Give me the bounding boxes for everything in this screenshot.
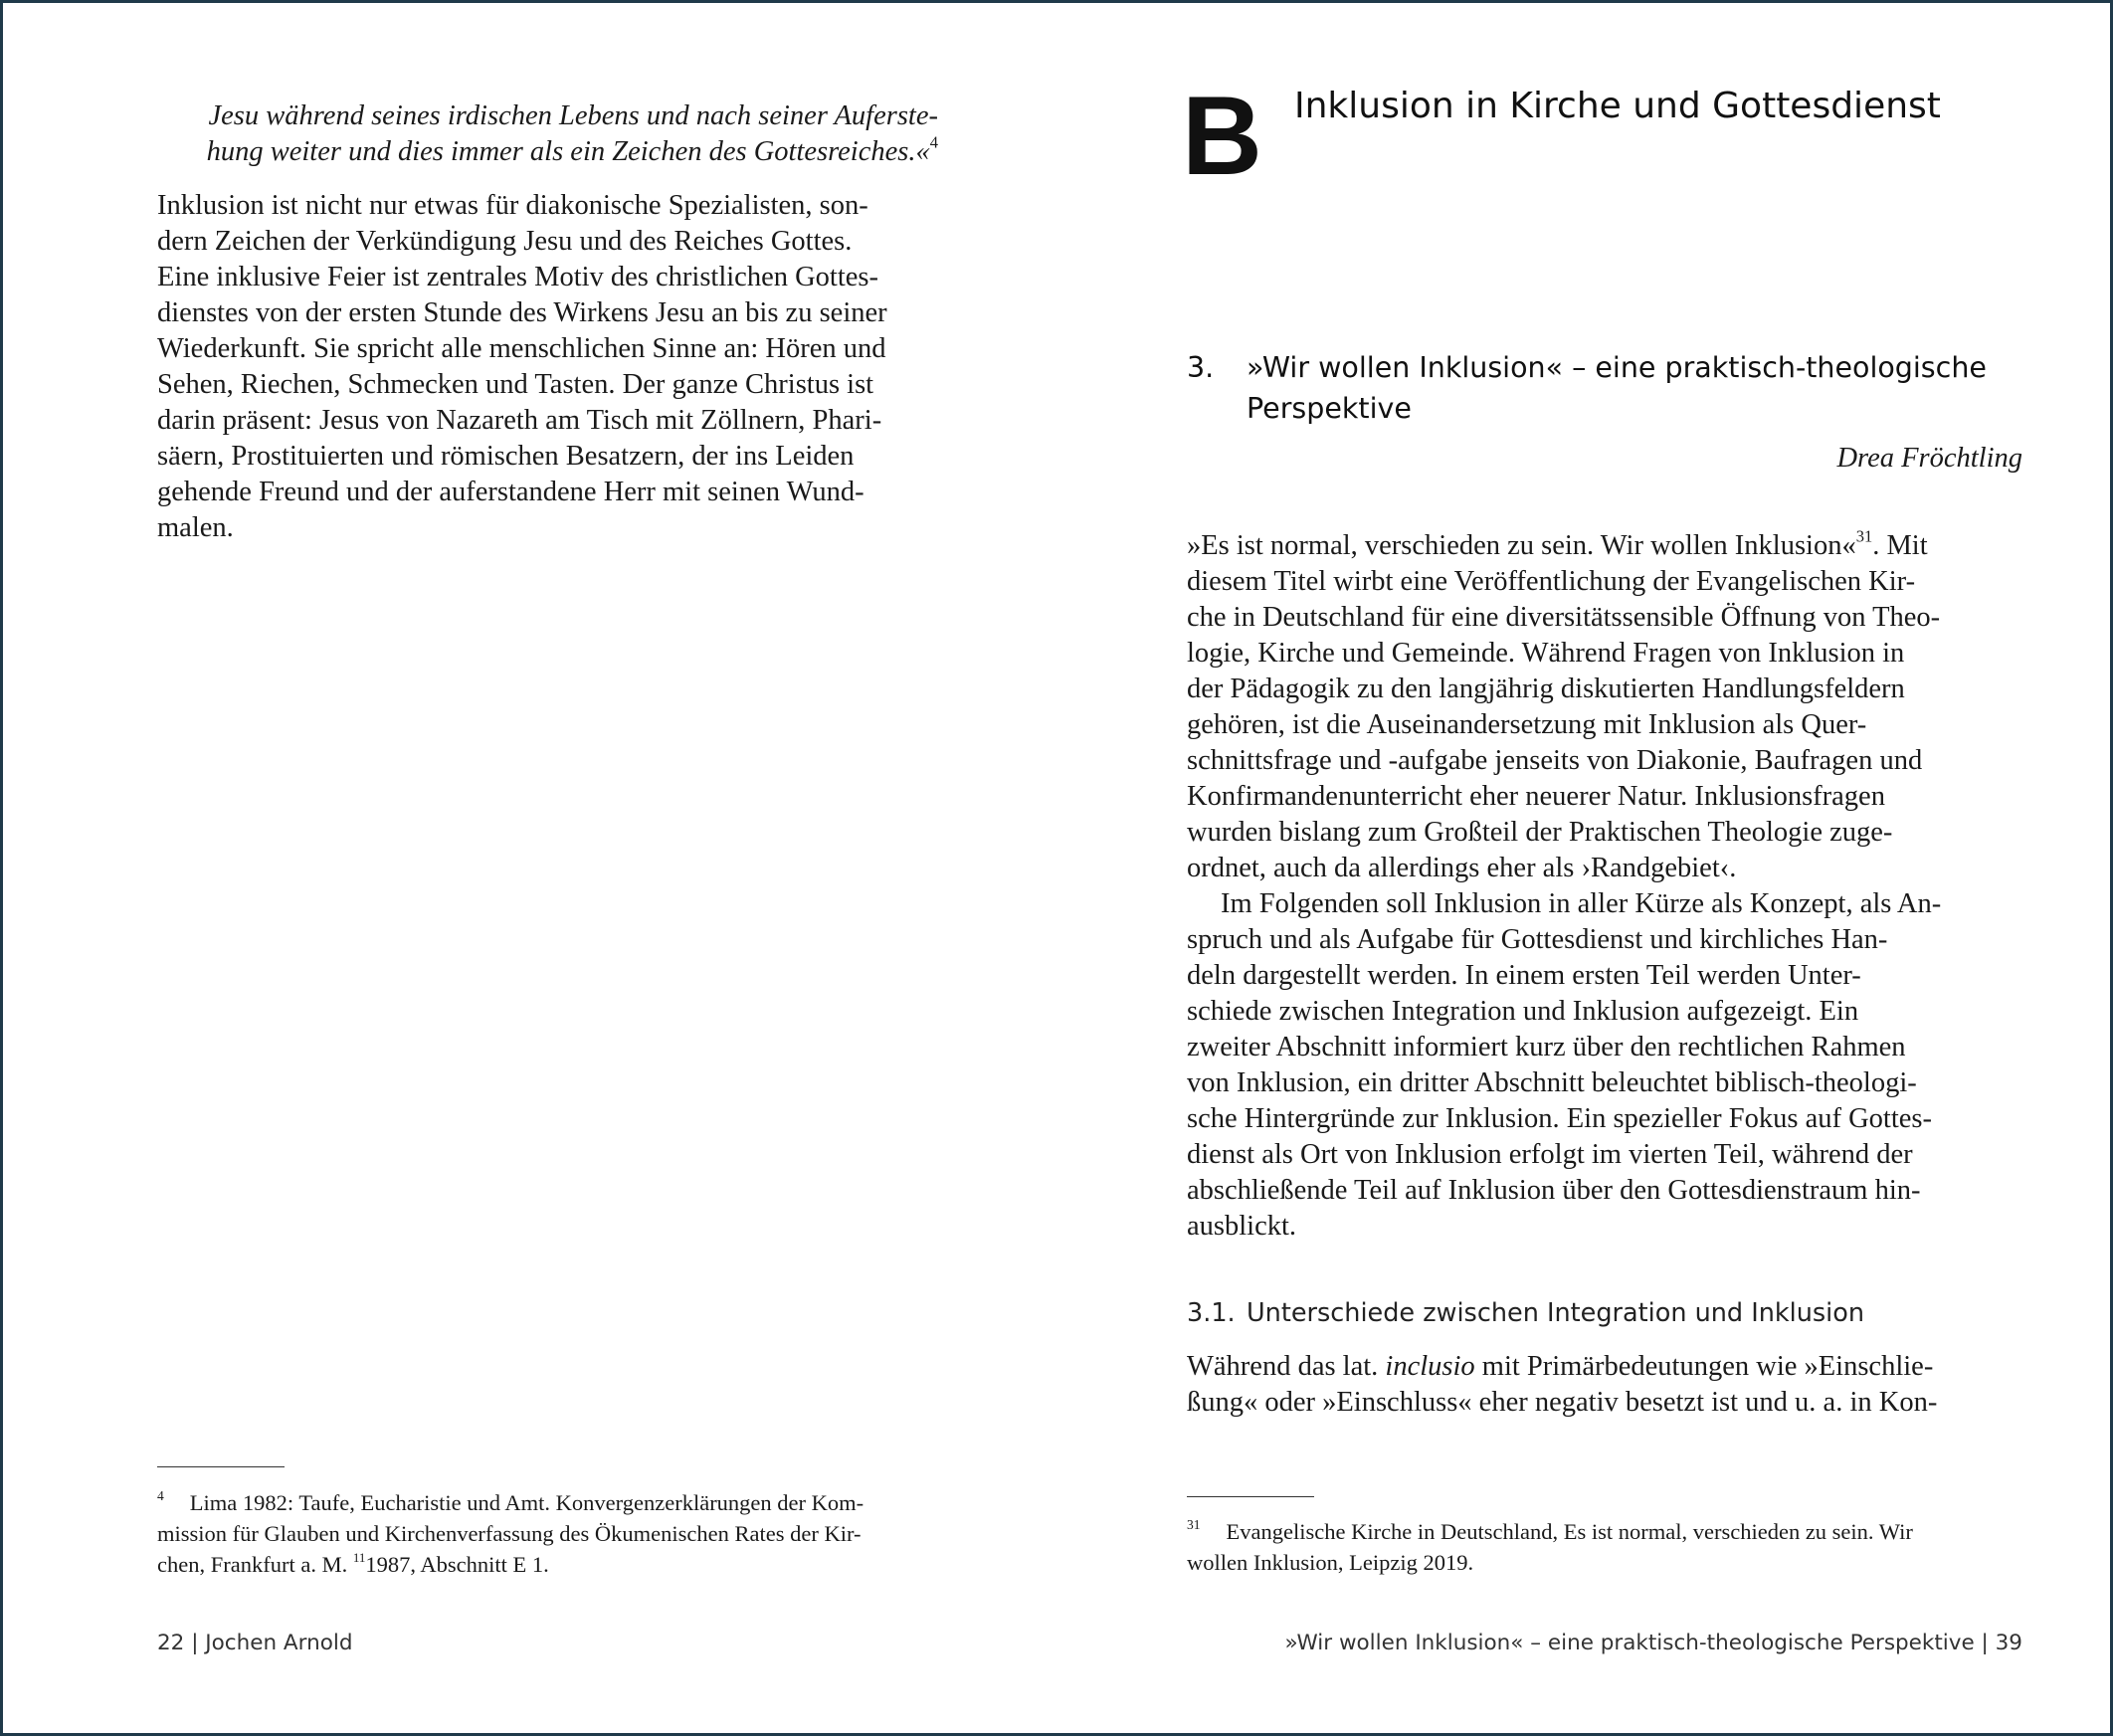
section-number: 3.1. (1187, 1298, 1236, 1328)
body-line: wurden bislang zum Großteil der Praktischen Theologie zuge- (1187, 817, 1893, 848)
body-line: darin präsent: Jesus von Nazareth am Tisch mit Zöllnern, Phari- (157, 405, 882, 436)
body-line: gehören, ist die Auseinandersetzung mit Inklusion als Quer- (1187, 709, 1867, 740)
chapter-author: Drea Fröchtling (1836, 443, 2022, 474)
footnote-ref[interactable]: 31 (1855, 526, 1873, 546)
footnote-text: chen, Frankfurt a. M. (157, 1552, 353, 1577)
footnote-rule (157, 1466, 285, 1467)
body-line: che in Deutschland für eine diversitätssensible Öffnung von Theo- (1187, 602, 1941, 633)
quote-line-text: hung weiter und dies immer als ein Zeichen des Gottesreiches.« (206, 136, 930, 167)
body-text: mit Primärbedeutungen wie »Einschlie- (1474, 1351, 1934, 1382)
body-line: schnittsfrage und -aufgabe jenseits von Diakonie, Baufragen und (1187, 745, 1923, 776)
part-title: Inklusion in Kirche und Gottesdienst (1294, 86, 1941, 126)
section-title: Unterschiede zwischen Integration und Inklusion (1247, 1298, 1865, 1328)
footnote-text: 1987, Abschnitt E 1. (365, 1552, 549, 1577)
body-line: ausblickt. (1187, 1211, 1297, 1242)
footnote-text: Evangelische Kirche in Deutschland, Es ist normal, verschieden zu sein. Wir (1226, 1519, 1913, 1544)
body-text: »Es ist normal, verschieden zu sein. Wir wollen Inklusion« (1187, 530, 1856, 561)
body-text: . Mit (1872, 530, 1928, 561)
quote-line (192, 134, 938, 170)
chapter-title-line: Perspektive (1247, 392, 1412, 425)
body-text: Während das lat. (1187, 1351, 1386, 1382)
body-line: spruch und als Aufgabe für Gottesdienst und kirchliches Han- (1187, 924, 1888, 955)
left-page (3, 3, 1057, 1733)
footnote-number: 31 (1187, 1516, 1201, 1532)
latin-term: inclusio (1385, 1351, 1475, 1382)
body-line: abschließende Teil auf Inklusion über den Gottesdienstraum hin- (1187, 1175, 1921, 1206)
quote-line: Jesu während seines irdischen Lebens und nach seiner Auferste- (208, 100, 938, 131)
footnote-rule (1187, 1496, 1314, 1497)
footnote-ref[interactable]: 4 (929, 132, 938, 152)
body-line: gehende Freund und der auferstandene Herr mit seinen Wund- (157, 477, 864, 507)
body-line: diesem Titel wirbt eine Veröffentlichung der Evangelischen Kir- (1187, 566, 1916, 597)
edition-superscript: 11 (352, 1550, 366, 1566)
body-line: malen. (157, 512, 234, 543)
running-footer-left: 22 | Jochen Arnold (157, 1631, 353, 1655)
section-heading (1187, 1296, 1864, 1330)
body-line: schiede zwischen Integration und Inklusion aufgezeigt. Ein (1187, 996, 1859, 1027)
footnote-line (157, 1487, 938, 1518)
footnote-line (1187, 1516, 2022, 1547)
footnote-line: mission für Glauben und Kirchenverfassung des Ökumenischen Rates der Kir- (157, 1521, 862, 1546)
footnote-text: Lima 1982: Taufe, Eucharistie und Amt. Konvergenzerklärungen der Kom- (189, 1490, 864, 1515)
left-body-paragraph (157, 188, 938, 546)
section-body-paragraph (1187, 1349, 2022, 1421)
chapter-number: 3. (1187, 351, 1215, 384)
footnote-line: wollen Inklusion, Leipzig 2019. (1187, 1550, 1474, 1575)
footnote-31 (1187, 1516, 2022, 1578)
body-line: dienstes von der ersten Stunde des Wirkens Jesu an bis zu seiner (157, 297, 887, 328)
body-line: von Inklusion, ein dritter Abschnitt beleuchtet biblisch-theologi- (1187, 1067, 1917, 1098)
body-line: säern, Prostituierten und römischen Besatzern, der ins Leiden (157, 441, 855, 472)
body-line: Wiederkunft. Sie spricht alle menschlichen Sinne an: Hören und (157, 333, 886, 364)
body-line: der Pädagogik zu den langjährig diskutierten Handlungsfeldern (1187, 674, 1905, 704)
body-line: deln dargestellt werden. In einem ersten Teil werden Unter- (1187, 960, 1861, 991)
footnote-line (157, 1549, 938, 1580)
body-line: ordnet, auch da allerdings eher als ›Randgebiet‹. (1187, 853, 1737, 883)
chapter-heading (1187, 347, 2003, 429)
footnote-4 (157, 1487, 938, 1580)
chapter-title-line: »Wir wollen Inklusion« – eine praktisch-theologische (1247, 351, 1987, 384)
body-line (1187, 1349, 2022, 1385)
right-page (1057, 3, 2110, 1733)
book-spread (3, 3, 2110, 1733)
running-footer-right: »Wir wollen Inklusion« – eine praktisch-theologische Perspektive | 39 (1284, 1631, 2022, 1655)
body-line: ßung« oder »Einschluss« eher negativ besetzt ist und u. a. in Kon- (1187, 1387, 1938, 1418)
body-line: zweiter Abschnitt informiert kurz über den rechtlichen Rahmen (1187, 1032, 1906, 1062)
body-line: Inklusion ist nicht nur etwas für diakonische Spezialisten, son- (157, 190, 868, 221)
right-body-paragraphs (1187, 528, 2022, 1245)
block-quote (192, 98, 938, 170)
body-line: logie, Kirche und Gemeinde. Während Fragen von Inklusion in (1187, 638, 1905, 669)
body-line: Eine inklusive Feier ist zentrales Motiv des christlichen Gottes- (157, 262, 878, 292)
body-line: sche Hintergründe zur Inklusion. Ein spezieller Fokus auf Gottes- (1187, 1103, 1933, 1134)
body-line: Im Folgenden soll Inklusion in aller Kürze als Konzept, als An- (1221, 888, 1942, 919)
body-line (1187, 528, 2022, 564)
part-letter: B (1182, 74, 1262, 198)
body-line: Sehen, Riechen, Schmecken und Tasten. Der ganze Christus ist (157, 369, 874, 400)
footnote-number: 4 (157, 1487, 164, 1503)
body-line: Konfirmandenunterricht eher neuerer Natur. Inklusionsfragen (1187, 781, 1885, 812)
body-line: dern Zeichen der Verkündigung Jesu und des Reiches Gottes. (157, 226, 853, 257)
body-line: dienst als Ort von Inklusion erfolgt im vierten Teil, während der (1187, 1139, 1913, 1170)
